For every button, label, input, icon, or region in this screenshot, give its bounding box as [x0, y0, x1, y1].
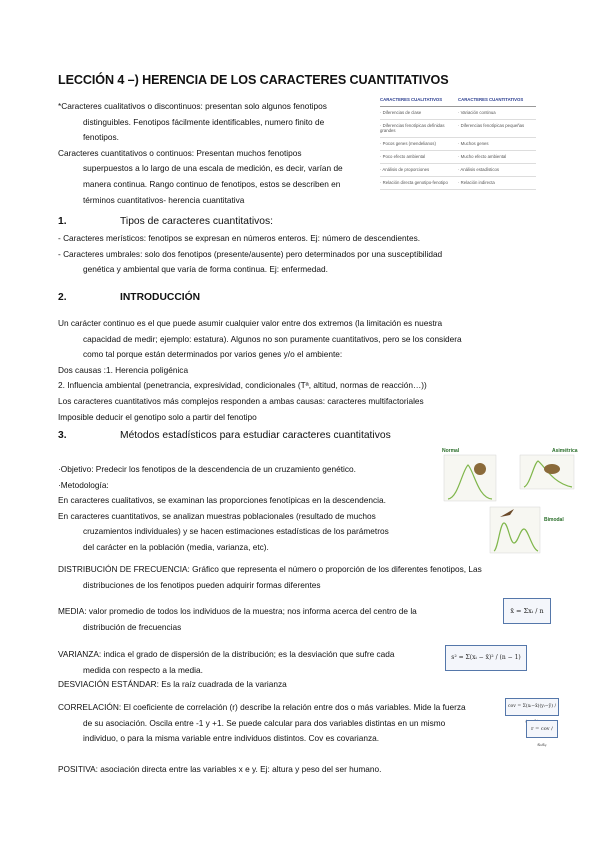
def-desviacion: DESVIACIÓN ESTÁNDAR: Es la raíz cuadrada de la varianza	[58, 679, 287, 689]
definition-line: VARIANZA: indica el grado de dispersión de la distribución; es la desviación que sufre cada	[58, 649, 395, 659]
formula-covarianza: cov = Σ(xᵢ−x̄)(yᵢ−ȳ) /	[505, 698, 559, 716]
table-cell: · Diferencias de clase	[380, 107, 458, 120]
table-cell: · Variación continua	[458, 107, 536, 120]
formula-correlacion: r = cov / sₓsᵧ	[526, 720, 558, 738]
distribution-figure	[440, 443, 580, 555]
definition-line: distribución de frecuencias	[83, 621, 182, 632]
section-2-line: Un carácter continuo es el que puede asumir cualquier valor entre dos extremos (la limitación es nuestra	[58, 318, 443, 328]
table-cell: · Poco efecto ambiental	[380, 151, 458, 164]
section-2-line: Dos causas :1. Herencia poligénica	[58, 364, 189, 375]
table-cell: · Análisis estadísticos	[458, 164, 536, 177]
table-row	[380, 164, 536, 177]
table-cell: · Muchos genes	[458, 138, 536, 151]
def-varianza	[58, 647, 395, 678]
section-title: Tipos de caracteres cuantitativos:	[120, 216, 274, 227]
section-3-line: cruzamientos individuales) y se hacen estimaciones estadísticas de los parámetros	[83, 526, 389, 537]
table-header: CARACTERES CUANTITATIVOS	[458, 97, 536, 107]
table-cell: · Mucho efecto ambiental	[458, 151, 536, 164]
section-2-line: Los caracteres cuantitativos más complejos responden a ambas causas: caracteres multifactoriales	[58, 395, 424, 406]
definition-line: de su asociación. Oscila entre -1 y +1. Se puede calcular para dos variables distintas en un mismo	[83, 717, 446, 728]
intro-line: términos cuantitativos- herencia cuantitativa	[83, 194, 245, 205]
snail-icon	[544, 464, 560, 474]
page-title: LECCIÓN 4 –) HERENCIA DE LOS CARACTERES CUANTITATIVOS	[58, 73, 449, 87]
table-header: CARACTERES CUALITATIVOS	[380, 97, 458, 107]
table-cell: · Pocos genes (mendelianos)	[380, 138, 458, 151]
section-number: 3.	[58, 430, 67, 441]
section-2-heading	[58, 292, 200, 303]
definition-line: distribuciones de los fenotipos pueden adquirir formas diferentes	[83, 579, 321, 590]
label-bimodal: Bimodal	[544, 517, 564, 523]
label-normal: Normal	[442, 448, 460, 454]
section-2-line: 2. Influencia ambiental (penetrancia, expresividad, condicionales (Tª, altitud, normas de reacción…))	[58, 380, 427, 391]
section-number: 2.	[58, 292, 67, 303]
normal-panel	[444, 455, 496, 501]
intro-line: superpuestos a lo largo de una escala de medición, es decir, varían de	[83, 163, 343, 174]
table-cell: · Diferencias fenotípicas pequeñas	[458, 120, 536, 138]
section-2-body	[58, 316, 462, 425]
intro-line: *Caracteres cualitativos o discontinuos: presentan solo algunos fenotipos	[58, 101, 327, 111]
table-row	[380, 120, 536, 138]
definition-line: CORRELACIÓN: El coeficiente de correlación (r) describe la relación entre dos o más variables. Mide la fuerza	[58, 702, 466, 712]
label-asimetrica: Asimétrica	[552, 448, 578, 454]
section-3-line: del carácter en la población (media, varianza, etc).	[83, 541, 269, 552]
intro-line: fenotipos.	[83, 132, 119, 143]
def-distribucion	[58, 562, 482, 593]
comparison-table	[380, 97, 536, 190]
bimodal-panel	[490, 507, 540, 553]
table-row	[380, 138, 536, 151]
def-media	[58, 604, 417, 635]
section-2-line: Imposible deducir el genotipo solo a partir del fenotipo	[58, 411, 257, 422]
section-3-line: En caracteres cuantitativos, se analizan muestras poblacionales (resultado de muchos	[58, 510, 376, 521]
intro-line: distinguibles. Fenotipos fácilmente identificables, numero finito de	[83, 116, 325, 127]
section-1-line: - Caracteres umbrales: solo dos fenotipos (presente/ausente) pero determinados por una susceptibilidad	[58, 248, 443, 259]
def-positiva: POSITIVA: asociación directa entre las variables x e y. Ej: altura y peso del ser humano.	[58, 764, 382, 774]
intro-line: manera continua. Rango continuo de fenotipos, estos se describen en	[83, 178, 341, 189]
table-row	[380, 151, 536, 164]
intro-line: Caracteres cuantitativos o continuos: Presentan muchos fenotipos	[58, 147, 302, 158]
definition-line: medida con respecto a la media.	[83, 664, 203, 675]
table-row	[380, 107, 536, 120]
definition-line: DISTRIBUCIÓN DE FRECUENCIA: Gráfico que representa el número o proporción de los diferentes fenotipos, Las	[58, 564, 482, 574]
section-1-body	[58, 231, 442, 278]
table-cell: · Diferencias fenotípicas definidas grandes	[380, 120, 458, 138]
section-2-line: como tal porque están determinados por varios genes y/o el ambiente:	[83, 349, 343, 360]
definition-line: individuo, o para la misma variable entre individuos distintos. Cov es covarianza.	[83, 733, 380, 744]
definition-line: MEDIA: valor promedio de todos los individuos de la muestra; nos informa acerca del centro de la	[58, 606, 417, 616]
section-title: INTRODUCCIÓN	[120, 292, 201, 303]
table-cell: · Relación indirecta	[458, 177, 536, 190]
section-1-line: genética y ambiental que varía de forma continua. Ej: enfermedad.	[83, 264, 328, 275]
section-3-body	[58, 462, 389, 556]
table-cell: · Relación directa genotipo-fenotipo	[380, 177, 458, 190]
table-cell: · Análisis de proporciones	[380, 164, 458, 177]
section-3-line: En caracteres cualitativos, se examinan las proporciones fenotípicas en la descendencia.	[58, 495, 386, 506]
section-1-heading	[58, 216, 273, 227]
comparison-table-image	[380, 97, 542, 212]
section-3-line: ·Objetivo: Predecir los fenotipos de la descendencia de un cruzamiento genético.	[58, 464, 356, 474]
section-title: Métodos estadísticos para estudiar caracteres cuantitativos	[120, 430, 391, 441]
intro-block	[58, 99, 343, 208]
section-2-line: capacidad de medir; ejemplo: estatura). Algunos no son puramente cuantitativos, pero se los considera	[83, 333, 462, 344]
table-row	[380, 177, 536, 190]
section-number: 1.	[58, 216, 67, 227]
formula-media: x̄ = Σxᵢ / n	[503, 598, 551, 624]
specimen-icon	[474, 463, 486, 475]
def-correlacion	[58, 700, 466, 747]
formula-varianza: s² = Σ(xᵢ − x̄)² / (n − 1)	[445, 645, 527, 671]
section-3-line: ·Metodología:	[58, 479, 109, 490]
section-1-line: - Caracteres merísticos: fenotipos se expresan en números enteros. Ej: número de descendientes.	[58, 233, 421, 243]
section-3-heading	[58, 430, 391, 441]
